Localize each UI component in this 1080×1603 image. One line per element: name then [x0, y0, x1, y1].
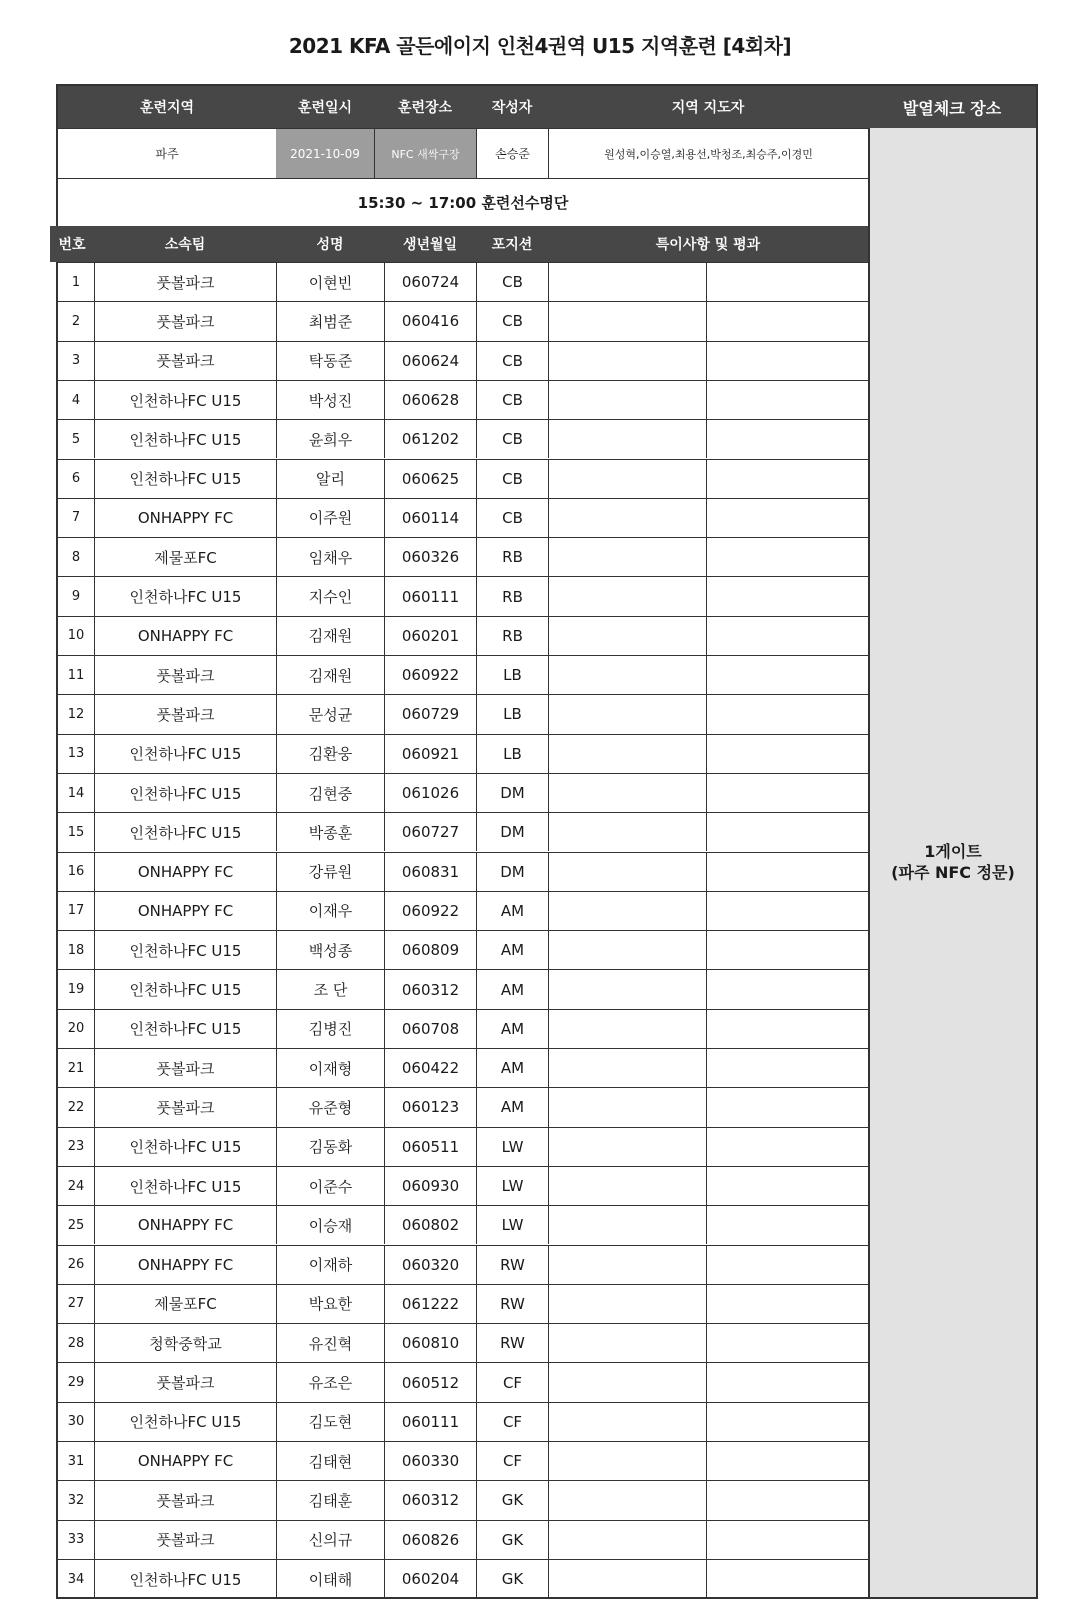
cell-position: DM: [476, 852, 548, 891]
cell-position: GK: [476, 1480, 548, 1519]
col-notes: 특이사항 및 평과: [548, 226, 868, 262]
cell-team: ONHAPPY FC: [94, 616, 276, 655]
cell-name: 이준수: [276, 1166, 384, 1205]
cell-no: 2: [58, 301, 94, 340]
cell-notes-1[interactable]: [548, 1127, 706, 1166]
cell-birth: 060809: [384, 930, 476, 969]
cell-notes-2[interactable]: [706, 341, 868, 380]
cell-position: CB: [476, 301, 548, 340]
cell-notes-1[interactable]: [548, 341, 706, 380]
cell-notes-2[interactable]: [706, 1284, 868, 1323]
cell-position: AM: [476, 969, 548, 1008]
cell-position: RB: [476, 576, 548, 615]
cell-position: GK: [476, 1520, 548, 1559]
cell-notes-1[interactable]: [548, 301, 706, 340]
cell-team: 제물포FC: [94, 1284, 276, 1323]
cell-team: ONHAPPY FC: [94, 891, 276, 930]
cell-no: 10: [58, 616, 94, 655]
cell-team: 풋볼파크: [94, 1048, 276, 1087]
cell-notes-2[interactable]: [706, 1048, 868, 1087]
cell-notes-1[interactable]: [548, 930, 706, 969]
cell-notes-1[interactable]: [548, 773, 706, 812]
cell-name: 조 단: [276, 969, 384, 1008]
cell-notes-1[interactable]: [548, 734, 706, 773]
cell-birth: 060123: [384, 1087, 476, 1126]
cell-birth: 060111: [384, 1402, 476, 1441]
cell-position: DM: [476, 773, 548, 812]
cell-birth: 060922: [384, 655, 476, 694]
cell-name: 지수인: [276, 576, 384, 615]
cell-no: 12: [58, 694, 94, 733]
cell-position: CF: [476, 1362, 548, 1401]
cell-notes-2[interactable]: [706, 1323, 868, 1362]
cell-team: 인천하나FC U15: [94, 930, 276, 969]
cell-position: LW: [476, 1205, 548, 1244]
cell-notes-1[interactable]: [548, 498, 706, 537]
cell-notes-1[interactable]: [548, 1520, 706, 1559]
cell-birth: 060204: [384, 1559, 476, 1598]
cell-name: 김동화: [276, 1127, 384, 1166]
cell-position: CF: [476, 1441, 548, 1480]
cell-notes-2[interactable]: [706, 773, 868, 812]
cell-notes-2[interactable]: [706, 498, 868, 537]
header-author: 작성자: [476, 86, 548, 128]
cell-team: 풋볼파크: [94, 301, 276, 340]
cell-no: 22: [58, 1087, 94, 1126]
cell-position: LW: [476, 1127, 548, 1166]
cell-team: ONHAPPY FC: [94, 1205, 276, 1244]
cell-name: 김병진: [276, 1009, 384, 1048]
cell-no: 27: [58, 1284, 94, 1323]
cell-notes-2[interactable]: [706, 1245, 868, 1284]
cell-notes-2[interactable]: [706, 419, 868, 458]
cell-birth: 060708: [384, 1009, 476, 1048]
cell-team: 풋볼파크: [94, 1520, 276, 1559]
cell-no: 28: [58, 1323, 94, 1362]
cell-birth: 060312: [384, 969, 476, 1008]
roster-sheet: [56, 84, 1038, 1599]
cell-position: AM: [476, 930, 548, 969]
cell-notes-1[interactable]: [548, 1480, 706, 1519]
cell-name: 최범준: [276, 301, 384, 340]
cell-notes-1[interactable]: [548, 576, 706, 615]
col-birth: 생년월일: [384, 226, 476, 262]
cell-notes-2[interactable]: [706, 1166, 868, 1205]
cell-name: 김재원: [276, 616, 384, 655]
cell-birth: 060625: [384, 459, 476, 498]
cell-notes-2[interactable]: [706, 852, 868, 891]
cell-no: 25: [58, 1205, 94, 1244]
cell-notes-2[interactable]: [706, 1205, 868, 1244]
cell-notes-2[interactable]: [706, 1087, 868, 1126]
cell-no: 23: [58, 1127, 94, 1166]
cell-notes-1[interactable]: [548, 1048, 706, 1087]
check-place-cell: [868, 128, 1036, 1597]
cell-notes-1[interactable]: [548, 852, 706, 891]
cell-name: 이현빈: [276, 262, 384, 301]
cell-birth: 061026: [384, 773, 476, 812]
cell-team: 풋볼파크: [94, 1087, 276, 1126]
cell-no: 24: [58, 1166, 94, 1205]
cell-team: 풋볼파크: [94, 1362, 276, 1401]
cell-notes-1[interactable]: [548, 1402, 706, 1441]
cell-notes-1[interactable]: [548, 1205, 706, 1244]
cell-notes-2[interactable]: [706, 1362, 868, 1401]
cell-team: 인천하나FC U15: [94, 1127, 276, 1166]
cell-birth: 060724: [384, 262, 476, 301]
cell-name: 이태해: [276, 1559, 384, 1598]
cell-notes-2[interactable]: [706, 1559, 868, 1598]
cell-name: 박성진: [276, 380, 384, 419]
cell-name: 박종훈: [276, 812, 384, 851]
cell-notes-1[interactable]: [548, 616, 706, 655]
cell-notes-1[interactable]: [548, 262, 706, 301]
cell-no: 19: [58, 969, 94, 1008]
cell-position: AM: [476, 891, 548, 930]
cell-birth: 060729: [384, 694, 476, 733]
cell-position: RW: [476, 1323, 548, 1362]
cell-position: CB: [476, 459, 548, 498]
cell-name: 유진혁: [276, 1323, 384, 1362]
cell-no: 7: [58, 498, 94, 537]
cell-position: LB: [476, 694, 548, 733]
cell-position: CB: [476, 262, 548, 301]
cell-name: 유조은: [276, 1362, 384, 1401]
cell-no: 16: [58, 852, 94, 891]
cell-team: 인천하나FC U15: [94, 419, 276, 458]
cell-birth: 060624: [384, 341, 476, 380]
cell-name: 강류원: [276, 852, 384, 891]
cell-notes-2[interactable]: [706, 459, 868, 498]
cell-team: ONHAPPY FC: [94, 852, 276, 891]
info-date: 2021-10-09: [276, 128, 374, 178]
cell-name: 김환웅: [276, 734, 384, 773]
cell-birth: 060312: [384, 1480, 476, 1519]
cell-name: 임채우: [276, 537, 384, 576]
cell-notes-1[interactable]: [548, 1362, 706, 1401]
cell-position: LB: [476, 734, 548, 773]
roster-caption: 15:30 ~ 17:00 훈련선수명단: [58, 178, 868, 226]
cell-notes-1[interactable]: [548, 694, 706, 733]
cell-birth: 061202: [384, 419, 476, 458]
cell-birth: 060320: [384, 1245, 476, 1284]
cell-no: 30: [58, 1402, 94, 1441]
cell-notes-2[interactable]: [706, 1520, 868, 1559]
cell-no: 1: [58, 262, 94, 301]
header-coaches: 지역 지도자: [548, 86, 868, 128]
cell-name: 유준형: [276, 1087, 384, 1126]
cell-birth: 060826: [384, 1520, 476, 1559]
cell-position: AM: [476, 1009, 548, 1048]
cell-team: 인천하나FC U15: [94, 459, 276, 498]
cell-position: RW: [476, 1284, 548, 1323]
cell-position: CB: [476, 341, 548, 380]
cell-notes-2[interactable]: [706, 616, 868, 655]
cell-team: 인천하나FC U15: [94, 1559, 276, 1598]
cell-name: 이승재: [276, 1205, 384, 1244]
cell-birth: 060326: [384, 537, 476, 576]
cell-birth: 060201: [384, 616, 476, 655]
cell-notes-1[interactable]: [548, 1441, 706, 1480]
cell-no: 33: [58, 1520, 94, 1559]
cell-notes-2[interactable]: [706, 380, 868, 419]
cell-position: RB: [476, 616, 548, 655]
cell-birth: 060831: [384, 852, 476, 891]
cell-birth: 060628: [384, 380, 476, 419]
cell-notes-1[interactable]: [548, 419, 706, 458]
cell-birth: 060416: [384, 301, 476, 340]
cell-name: 백성종: [276, 930, 384, 969]
cell-birth: 061222: [384, 1284, 476, 1323]
cell-name: 알리: [276, 459, 384, 498]
cell-team: 풋볼파크: [94, 262, 276, 301]
cell-position: AM: [476, 1087, 548, 1126]
cell-notes-1[interactable]: [548, 891, 706, 930]
info-venue: NFC 새싹구장: [374, 128, 476, 178]
cell-position: GK: [476, 1559, 548, 1598]
cell-notes-1[interactable]: [548, 537, 706, 576]
cell-no: 29: [58, 1362, 94, 1401]
cell-notes-2[interactable]: [706, 1009, 868, 1048]
cell-name: 이주원: [276, 498, 384, 537]
cell-team: 인천하나FC U15: [94, 969, 276, 1008]
cell-no: 15: [58, 812, 94, 851]
cell-no: 9: [58, 576, 94, 615]
cell-notes-2[interactable]: [706, 576, 868, 615]
cell-birth: 060511: [384, 1127, 476, 1166]
cell-notes-1[interactable]: [548, 1087, 706, 1126]
cell-notes-1[interactable]: [548, 1559, 706, 1598]
cell-notes-1[interactable]: [548, 1009, 706, 1048]
cell-no: 13: [58, 734, 94, 773]
cell-position: RB: [476, 537, 548, 576]
cell-name: 김태현: [276, 1441, 384, 1480]
cell-notes-2[interactable]: [706, 812, 868, 851]
document-title: 2021 KFA 골든에이지 인천4권역 U15 지역훈련 [4회차]: [288, 34, 792, 58]
info-coaches: 원성혁,이승열,최용선,박청조,최승주,이경민: [548, 128, 868, 178]
cell-position: AM: [476, 1048, 548, 1087]
check-place-gate: 1게이트: [924, 841, 982, 861]
cell-no: 8: [58, 537, 94, 576]
cell-notes-2[interactable]: [706, 694, 868, 733]
cell-team: 풋볼파크: [94, 694, 276, 733]
header-date: 훈련일시: [276, 86, 374, 128]
col-name: 성명: [276, 226, 384, 262]
cell-name: 신의규: [276, 1520, 384, 1559]
cell-notes-2[interactable]: [706, 537, 868, 576]
cell-position: CB: [476, 380, 548, 419]
cell-team: 인천하나FC U15: [94, 773, 276, 812]
cell-team: 풋볼파크: [94, 1480, 276, 1519]
cell-notes-2[interactable]: [706, 734, 868, 773]
cell-team: 청학중학교: [94, 1323, 276, 1362]
cell-birth: 060727: [384, 812, 476, 851]
header-check-place: 발열체크 장소: [868, 86, 1036, 128]
header-region: 훈련지역: [58, 86, 276, 128]
cell-name: 윤희우: [276, 419, 384, 458]
cell-team: 제물포FC: [94, 537, 276, 576]
cell-name: 박요한: [276, 1284, 384, 1323]
cell-notes-1[interactable]: [548, 1323, 706, 1362]
cell-no: 6: [58, 459, 94, 498]
cell-notes-2[interactable]: [706, 1127, 868, 1166]
cell-birth: 060802: [384, 1205, 476, 1244]
cell-position: RW: [476, 1245, 548, 1284]
cell-notes-1[interactable]: [548, 1284, 706, 1323]
cell-notes-2[interactable]: [706, 301, 868, 340]
cell-name: 김현중: [276, 773, 384, 812]
cell-notes-2[interactable]: [706, 891, 868, 930]
cell-name: 이재형: [276, 1048, 384, 1087]
cell-notes-1[interactable]: [548, 380, 706, 419]
cell-team: 인천하나FC U15: [94, 1009, 276, 1048]
cell-birth: 060512: [384, 1362, 476, 1401]
col-no: 번호: [50, 226, 94, 262]
cell-team: 인천하나FC U15: [94, 1402, 276, 1441]
cell-birth: 060930: [384, 1166, 476, 1205]
cell-notes-1[interactable]: [548, 1245, 706, 1284]
cell-name: 탁동준: [276, 341, 384, 380]
check-place-detail: (파주 NFC 정문): [891, 862, 1015, 882]
cell-name: 김태훈: [276, 1480, 384, 1519]
cell-no: 11: [58, 655, 94, 694]
cell-birth: 060921: [384, 734, 476, 773]
cell-no: 20: [58, 1009, 94, 1048]
cell-notes-1[interactable]: [548, 459, 706, 498]
cell-team: ONHAPPY FC: [94, 1441, 276, 1480]
cell-team: 풋볼파크: [94, 655, 276, 694]
cell-notes-1[interactable]: [548, 969, 706, 1008]
cell-team: 인천하나FC U15: [94, 812, 276, 851]
info-author: 손승준: [476, 128, 548, 178]
cell-no: 32: [58, 1480, 94, 1519]
cell-birth: 060114: [384, 498, 476, 537]
cell-name: 문성균: [276, 694, 384, 733]
cell-position: LB: [476, 655, 548, 694]
cell-team: ONHAPPY FC: [94, 498, 276, 537]
cell-team: 인천하나FC U15: [94, 1166, 276, 1205]
cell-name: 김도현: [276, 1402, 384, 1441]
cell-no: 26: [58, 1245, 94, 1284]
cell-no: 5: [58, 419, 94, 458]
cell-no: 3: [58, 341, 94, 380]
cell-no: 17: [58, 891, 94, 930]
cell-notes-2[interactable]: [706, 655, 868, 694]
cell-name: 이재하: [276, 1245, 384, 1284]
col-team: 소속팀: [94, 226, 276, 262]
cell-notes-1[interactable]: [548, 1166, 706, 1205]
cell-team: 인천하나FC U15: [94, 380, 276, 419]
cell-name: 김재원: [276, 655, 384, 694]
cell-position: CB: [476, 498, 548, 537]
cell-notes-2[interactable]: [706, 1441, 868, 1480]
cell-no: 14: [58, 773, 94, 812]
cell-birth: 060111: [384, 576, 476, 615]
cell-no: 4: [58, 380, 94, 419]
cell-no: 34: [58, 1559, 94, 1598]
cell-position: CF: [476, 1402, 548, 1441]
cell-birth: 060422: [384, 1048, 476, 1087]
cell-notes-2[interactable]: [706, 262, 868, 301]
cell-birth: 060810: [384, 1323, 476, 1362]
cell-position: DM: [476, 812, 548, 851]
cell-notes-2[interactable]: [706, 969, 868, 1008]
cell-birth: 060922: [384, 891, 476, 930]
cell-team: ONHAPPY FC: [94, 1245, 276, 1284]
header-venue: 훈련장소: [374, 86, 476, 128]
cell-notes-2[interactable]: [706, 930, 868, 969]
cell-notes-1[interactable]: [548, 812, 706, 851]
cell-no: 31: [58, 1441, 94, 1480]
cell-team: 인천하나FC U15: [94, 734, 276, 773]
cell-position: LW: [476, 1166, 548, 1205]
cell-birth: 060330: [384, 1441, 476, 1480]
cell-notes-2[interactable]: [706, 1480, 868, 1519]
cell-name: 이재우: [276, 891, 384, 930]
info-region: 파주: [58, 128, 276, 178]
cell-no: 18: [58, 930, 94, 969]
cell-team: 풋볼파크: [94, 341, 276, 380]
cell-position: CB: [476, 419, 548, 458]
cell-notes-1[interactable]: [548, 655, 706, 694]
cell-no: 21: [58, 1048, 94, 1087]
cell-team: 인천하나FC U15: [94, 576, 276, 615]
col-position: 포지션: [476, 226, 548, 262]
cell-notes-2[interactable]: [706, 1402, 868, 1441]
